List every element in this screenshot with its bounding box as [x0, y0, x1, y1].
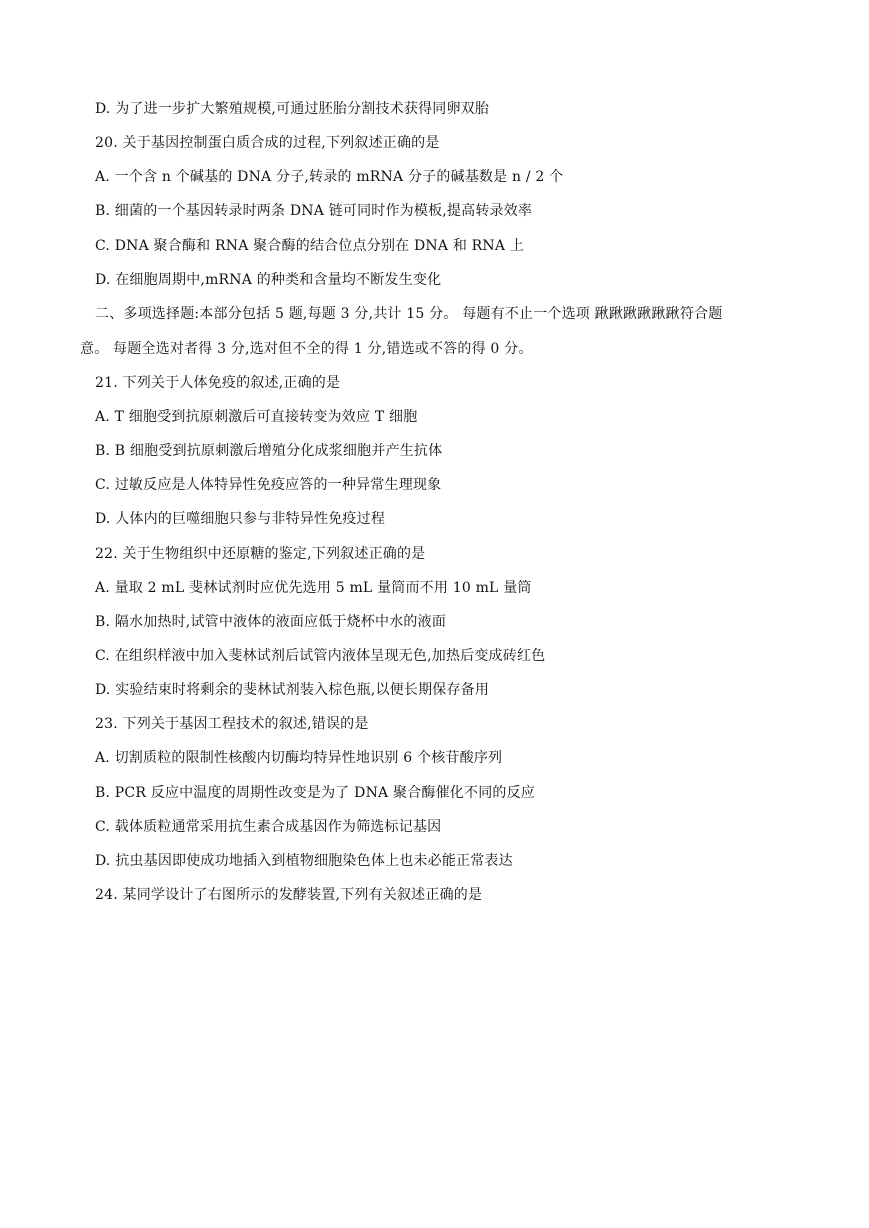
option-20-b: B. 细菌的一个基因转录时两条 DNA 链可同时作为模板,提高转录效率	[95, 203, 533, 219]
option-22-b: B. 隔水加热时,试管中液体的液面应低于烧杯中水的液面	[95, 614, 447, 630]
question-21: 21. 下列关于人体免疫的叙述,正确的是	[95, 375, 341, 391]
option-23-b: B. PCR 反应中温度的周期性改变是为了 DNA 聚合酶催化不同的反应	[95, 785, 535, 801]
section-2-heading: 二、多项选择题:本部分包括 5 题,每题 3 分,共计 15 分。 每题有不止一个选项 踿踿踿踿踿踿符合题	[95, 306, 723, 322]
question-20: 20. 关于基因控制蛋白质合成的过程,下列叙述正确的是	[95, 135, 440, 151]
question-23: 23. 下列关于基因工程技术的叙述,错误的是	[95, 716, 369, 732]
option-22-a: A. 量取 2 mL 斐林试剂时应优先选用 5 mL 量筒而不用 10 mL 量筒	[95, 580, 532, 596]
option-22-c: C. 在组织样液中加入斐林试剂后试管内液体呈现无色,加热后变成砖红色	[95, 648, 546, 664]
option-21-a: A. T 细胞受到抗原刺激后可直接转变为效应 T 细胞	[95, 409, 418, 425]
option-21-b: B. B 细胞受到抗原刺激后增殖分化成浆细胞并产生抗体	[95, 443, 443, 459]
option-23-c: C. 载体质粒通常采用抗生素合成基因作为筛选标记基因	[95, 819, 442, 835]
option-20-a: A. 一个含 n 个碱基的 DNA 分子,转录的 mRNA 分子的碱基数是 n / 2 个	[95, 169, 564, 185]
option-20-d: D. 在细胞周期中,mRNA 的种类和含量均不断发生变化	[95, 272, 442, 288]
question-22: 22. 关于生物组织中还原糖的鉴定,下列叙述正确的是	[95, 546, 426, 562]
option-21-c: C. 过敏反应是人体特异性免疫应答的一种异常生理现象	[95, 477, 442, 493]
question-24: 24. 某同学设计了右图所示的发酵装置,下列有关叙述正确的是	[95, 887, 483, 903]
option-22-d: D. 实验结束时将剩余的斐林试剂装入棕色瓶,以便长期保存备用	[95, 682, 490, 698]
option-23-d: D. 抗虫基因即使成功地插入到植物细胞染色体上也未必能正常表达	[95, 853, 513, 869]
option-20-c: C. DNA 聚合酶和 RNA 聚合酶的结合位点分别在 DNA 和 RNA 上	[95, 238, 525, 254]
option-23-a: A. 切割质粒的限制性核酸内切酶均特异性地识别 6 个核苷酸序列	[95, 750, 503, 766]
option-21-d: D. 人体内的巨噬细胞只参与非特异性免疫过程	[95, 511, 386, 527]
section-2-heading-cont: 意。 每题全选对者得 3 分,选对但不全的得 1 分,错选或不答的得 0 分。	[80, 341, 533, 357]
option-19-d: D. 为了进一步扩大繁殖规模,可通过胚胎分割技术获得同卵双胎	[95, 101, 490, 117]
